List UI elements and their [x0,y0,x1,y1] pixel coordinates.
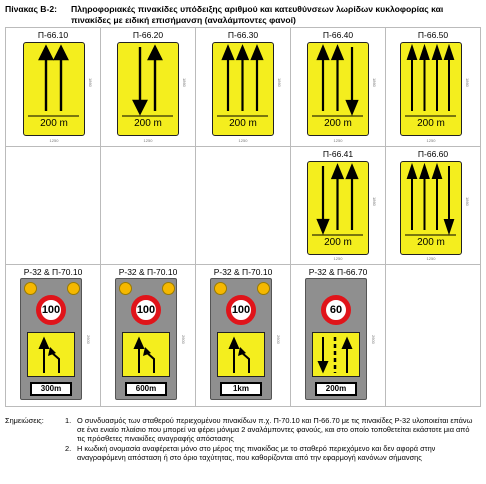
sign-cell [386,147,480,264]
speed-limit-sign: 100 [36,295,66,325]
distance-label: 200 m [40,118,68,129]
lane-sign [400,161,462,255]
width-dim: 1250 [333,138,343,143]
width-dim: 1250 [426,256,436,261]
width-dim: 1250 [426,138,436,143]
lane-sign [307,161,369,255]
distance-label: 200 m [417,237,445,248]
lane-arrows [218,333,263,375]
speed-limit-sign: 60 [321,295,351,325]
lane-sign [122,332,170,377]
lane-sign [400,42,462,136]
lane-sign [307,42,369,136]
table-label: Πίνακας Β-2: [5,4,58,14]
height-dim: 1860 [372,197,377,206]
lane-sign [27,332,75,377]
note-number: 2. [65,444,72,453]
sign-cell [6,28,100,146]
sign-code: Π-66.30 [227,30,259,40]
distance-plate: 200m [315,382,357,396]
note-number: 1. [65,416,72,425]
flashing-lamp-icon [119,282,132,295]
sign-table [5,27,481,407]
sign-code: Ρ-32 & Π-70.10 [213,267,273,277]
sign-cell [291,147,385,264]
sign-cell [101,265,195,406]
height-dim: 1860 [465,197,470,206]
height-dim: 1860 [277,78,282,87]
lane-arrows [28,333,73,375]
distance-plate: 600m [125,382,167,396]
width-dim: 1250 [49,138,59,143]
distance-label: 200 m [134,118,162,129]
sign-cell [291,265,385,406]
height-dim: 1860 [182,78,187,87]
sign-code: Ρ-32 & Π-66.70 [308,267,368,277]
sign-code: Π-66.50 [417,30,449,40]
sign-code: Π-66.10 [37,30,69,40]
table-caption: Πληροφοριακές πινακίδες υπόδειξης αριθμού και κατευθύνσεων λωρίδων κυκλοφορίας και πινακίδες με ειδική επισήμανση (αναλάμποντες φανοί) [71,4,444,25]
sign-code: Π-66.41 [322,149,354,159]
flashing-lamp-icon [162,282,175,295]
sign-board [115,278,177,400]
lane-sign [117,42,179,136]
sign-cell [291,28,385,146]
width-dim: 1250 [238,138,248,143]
flashing-lamp-icon [24,282,37,295]
height-dim: 2600 [371,335,376,344]
width-dim: 1250 [333,256,343,261]
height-dim: 2600 [181,335,186,344]
note-text: Ο συνδυασμός των σταθερού περιεχομένου πινακίδων π.χ. Π-70.10 και Π-66.70 με τις πινακίδες Ρ-32 υλοποιείται επάνω σε ένα ενιαίο πλαίσιο που μπορεί να φέρει μόνιμα 2 αναλάμποντες φανούς, και στο οποίο τοποθετείται εκάστοτε μια από τις πρόσθετες πινακίδες αναγραφής απόστασης [77,416,473,444]
distance-plate: 300m [30,382,72,396]
sign-cell [101,28,195,146]
distance-label: 200 m [417,118,445,129]
lane-sign [217,332,265,377]
sign-cell [386,28,480,146]
distance-label: 200 m [324,237,352,248]
height-dim: 1860 [465,78,470,87]
notes-label: Σημειώσεις: [5,416,44,425]
distance-label: 200 m [229,118,257,129]
speed-limit-sign: 100 [226,295,256,325]
sign-code: Ρ-32 & Π-70.10 [118,267,178,277]
sign-code: Π-66.40 [322,30,354,40]
sign-board [210,278,272,400]
width-dim: 1250 [143,138,153,143]
lane-sign [212,42,274,136]
sign-cell [6,265,100,406]
sign-cell [196,265,290,406]
height-dim: 1860 [372,78,377,87]
flashing-lamp-icon [214,282,227,295]
sign-cell [196,28,290,146]
flashing-lamp-icon [67,282,80,295]
flashing-lamp-icon [257,282,270,295]
sign-code: Π-66.60 [417,149,449,159]
height-dim: 2600 [86,335,91,344]
sign-code: Π-66.20 [132,30,164,40]
lane-arrows [123,333,168,375]
lane-sign [23,42,85,136]
distance-plate: 1km [220,382,262,396]
lane-sign [312,332,360,377]
sign-board [305,278,367,400]
sign-board [20,278,82,400]
distance-label: 200 m [324,118,352,129]
height-dim: 2600 [276,335,281,344]
sign-code: Ρ-32 & Π-70.10 [23,267,83,277]
lane-arrows [313,333,358,375]
note-text: Η κωδική ονομασία αναφέρεται μόνο στο μέρος της πινακίδας με το σταθερό περιεχόμενο και δεν αφορά στην αναγραφόμενη απόσταση ή στο όριο ταχύτητας, που καθορίζονται από την εφαρμογή κανόνων σήμανσης [77,444,436,463]
speed-limit-sign: 100 [131,295,161,325]
height-dim: 1860 [88,78,93,87]
